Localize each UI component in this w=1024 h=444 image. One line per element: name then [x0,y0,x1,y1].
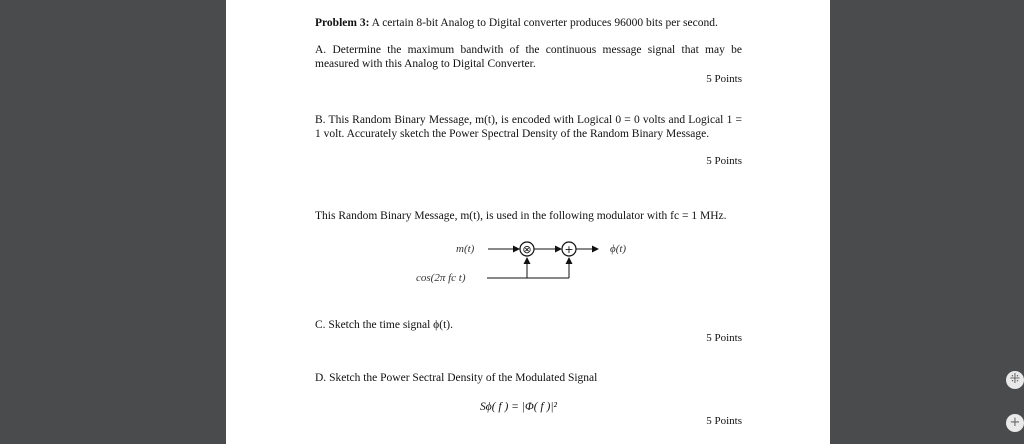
diagram-output-label: ϕ(t) [610,243,627,255]
part-b-points: 5 Points [706,155,742,167]
part-b-text: This Random Binary Message, m(t), is encoded with Logical 0 = 0 volts and Logical 1 = 1 volt. Accurately sketch the Power Spectral Density of the Random Binary Message. [315,114,743,140]
part-d-points: 5 Points [706,415,742,427]
document-page [226,0,830,444]
modulator-text: This Random Binary Message, m(t), is used in the following modulator with fc = 1 MHz. [315,210,727,222]
part-c-label: C. [315,319,326,331]
part-d-formula: Sϕ( f ) = |Φ( f )|² [480,401,557,413]
part-a-text: Determine the maximum bandwith of the continuous message signal that may be measured with this Analog to Digital Converter. [315,44,742,70]
part-c-points: 5 Points [706,332,742,344]
part-a-points: 5 Points [706,73,742,85]
part-b-label: B. [315,114,326,126]
adder-symbol: + [564,243,574,256]
problem-heading: Problem 3: [315,17,370,29]
diagram-carrier-label: cos(2π fc t) [416,272,466,284]
plus-icon[interactable]: + [1006,414,1024,432]
part-d [315,371,597,385]
move-icon[interactable]: ⁜ [1006,371,1024,389]
part-c-text: Sketch the time signal ϕ(t). [328,319,453,331]
part-d-label: D. [315,372,327,384]
part-c [315,318,453,332]
diagram-input-label: m(t) [456,243,475,255]
problem-intro: A certain 8-bit Analog to Digital converter produces 96000 bits per second. [371,17,718,29]
multiplier-symbol: ⊗ [522,243,532,256]
part-a-label: A. [315,44,327,56]
part-d-text: Sketch the Power Sectral Density of the Modulated Signal [329,372,598,384]
